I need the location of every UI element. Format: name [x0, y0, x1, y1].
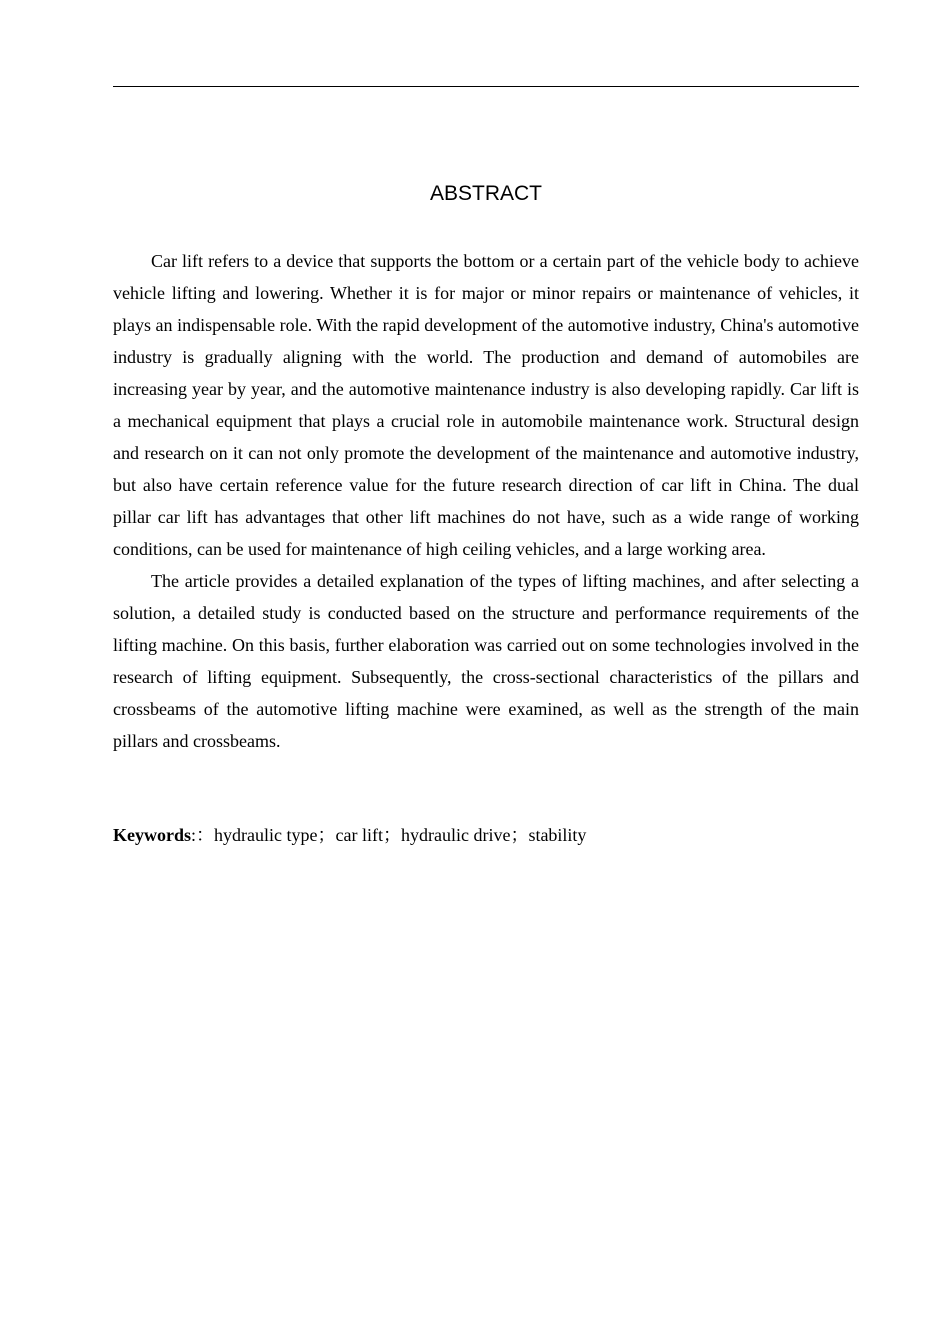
keyword-item: hydraulic drive	[400, 825, 511, 845]
keyword-separator: ；	[317, 825, 336, 845]
abstract-body	[113, 245, 859, 757]
abstract-paragraph-2: The article provides a detailed explanation of the types of lifting machines, and after selecting a solution, a detailed study is conducted based on the structure and performance requirements of the lifting machine. On this basis, further elaboration was carried out on some technologies involved in the research of lifting equipment. Subsequently, the cross-sectional characteristics of the pillars and crossbeams of the automotive lifting machine were examined, as well as the strength of the main pillars and crossbeams.	[113, 571, 859, 751]
keyword-separator: ；	[510, 825, 529, 845]
keywords-label-separator: :：	[191, 825, 215, 845]
keywords-label: Keywords	[113, 825, 191, 845]
keyword-item: car lift	[335, 825, 383, 845]
keyword-item: hydraulic type	[214, 825, 318, 845]
abstract-paragraph-1: Car lift refers to a device that supports the bottom or a certain part of the vehicle body to achieve vehicle lifting and lowering. Whether it is for major or minor repairs or maintenance of vehicles, it plays an indispensable role. With the rapid development of the automotive industry, China's automotive industry is gradually aligning with the world. The production and demand of automobiles are increasing year by year, and the automotive maintenance industry is also developing rapidly. Car lift is a mechanical equipment that plays a crucial role in automobile maintenance work. Structural design and research on it can not only promote the development of the maintenance and automotive industry, but also have certain reference value for the future research direction of car lift in China. The dual pillar car lift has advantages that other lift machines do not have, such as a wide range of working conditions, can be used for maintenance of high ceiling vehicles, and a large working area.	[113, 251, 859, 559]
header-rule	[113, 86, 859, 87]
abstract-title: ABSTRACT	[429, 182, 542, 205]
keywords-line	[113, 819, 859, 851]
keyword-separator: ；	[382, 825, 401, 845]
keyword-item: stability	[528, 825, 587, 845]
